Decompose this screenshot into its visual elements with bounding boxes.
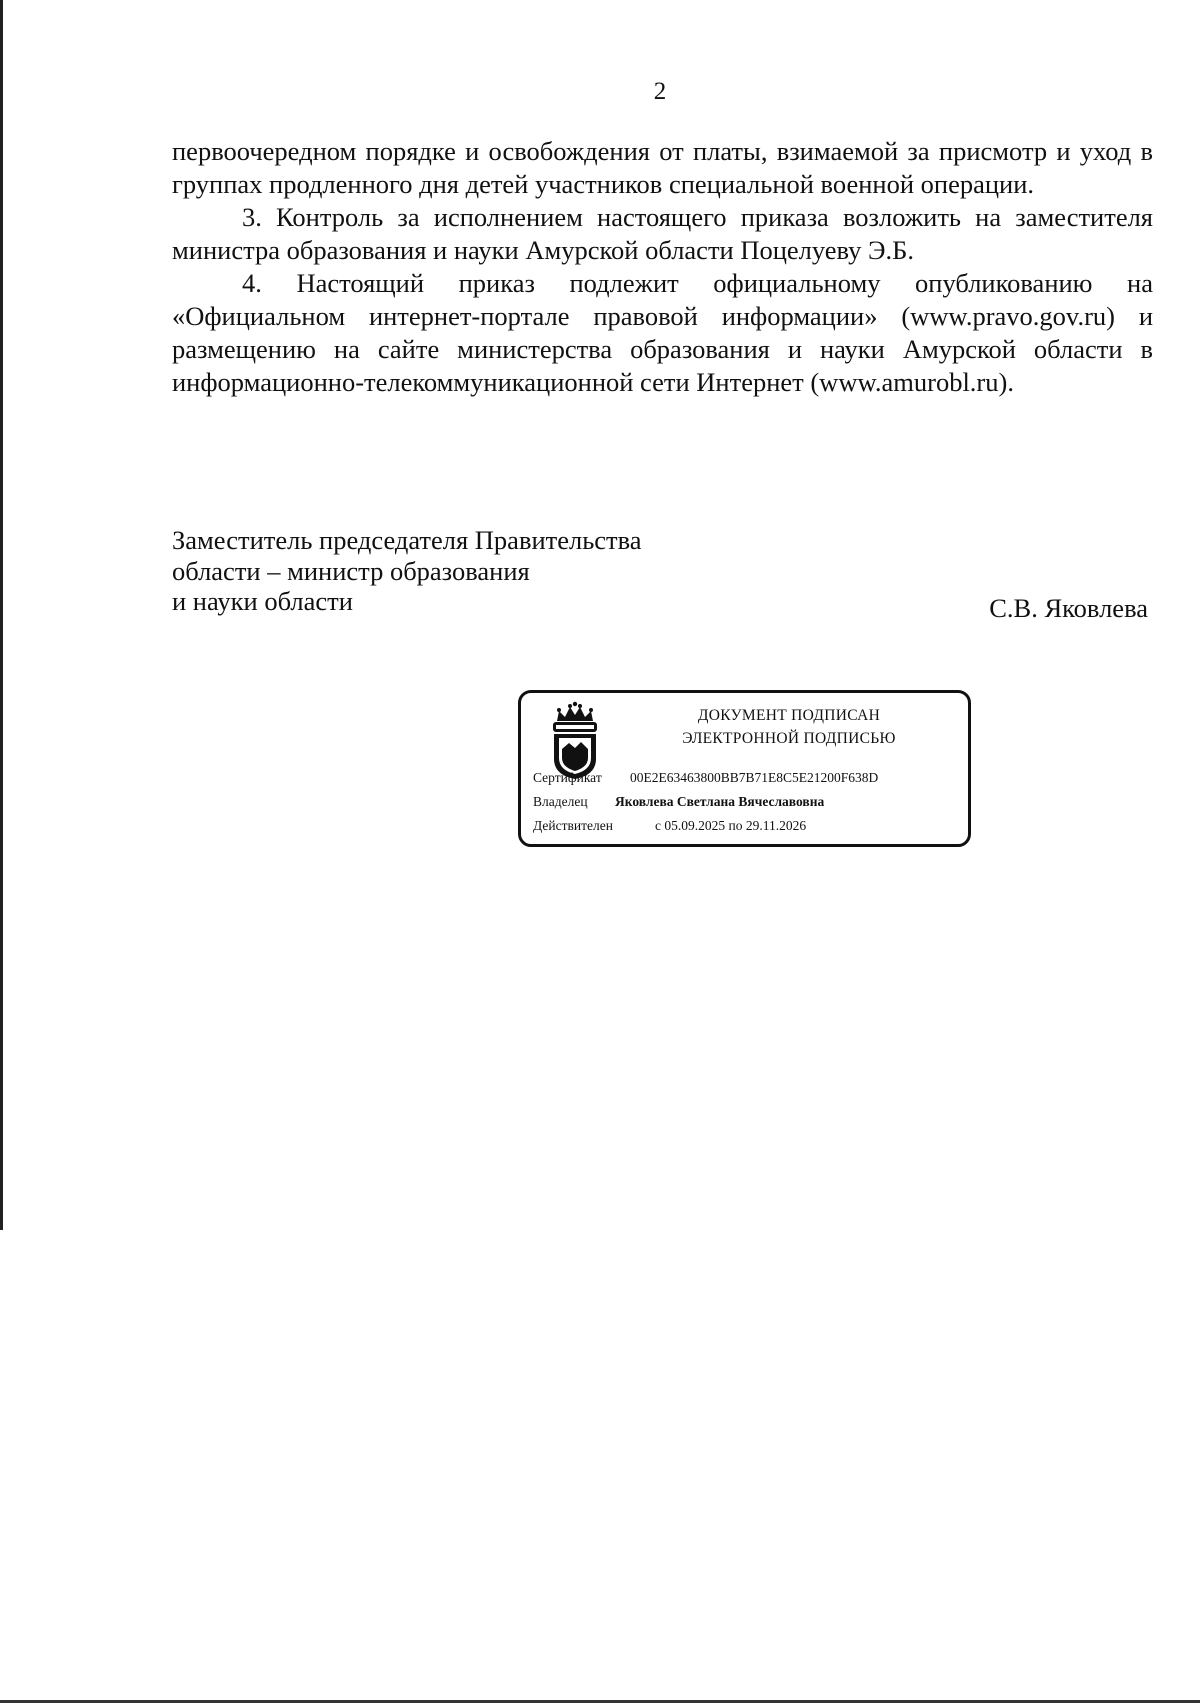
signatory-position <box>172 525 642 617</box>
signatory-name: С.В. Яковлева <box>989 593 1148 623</box>
certificate-value: 00E2E63463800BB7B71E8C5E21200F638D <box>630 770 879 785</box>
position-line: и науки области <box>172 586 353 616</box>
coat-of-arms-icon <box>549 701 601 781</box>
stamp-owner-row <box>533 794 825 810</box>
scan-bottom-edge <box>0 1700 1200 1703</box>
validity-label: Действителен <box>533 818 613 833</box>
stamp-certificate-row <box>533 770 879 786</box>
position-line: Заместитель председателя Правительства <box>172 525 642 555</box>
paragraph-3: 3. Контроль за исполнением настоящего приказа возложить на заместителя министра образования и науки Амурской области Поцелуеву Э.Б. <box>172 202 1153 265</box>
paragraph-4: 4. Настоящий приказ подлежит официальному опубликованию на «Официальном интернет-портале правовой информации» (www.pravo.gov.ru) и размещению на сайте министерства образования и науки Амурской области в информационно-телекоммуникационной сети Интернет (www.amurobl.ru). <box>172 268 1153 397</box>
paragraph-continuation: первоочередном порядке и освобождения от платы, взимаемой за присмотр и уход в группах продленного дня детей участников специальной военной операции. <box>172 136 1153 199</box>
electronic-signature-stamp <box>518 690 971 847</box>
stamp-title-line: ЭЛЕКТРОННОЙ ПОДПИСЬЮ <box>682 730 896 747</box>
validity-value: с 05.09.2025 по 29.11.2026 <box>655 818 807 833</box>
document-body <box>172 135 1153 399</box>
page-number: 2 <box>653 78 667 105</box>
stamp-title-line: ДОКУМЕНТ ПОДПИСАН <box>697 707 881 724</box>
scan-left-edge <box>0 0 3 1230</box>
owner-value: Яковлева Светлана Вячеславовна <box>615 794 825 809</box>
position-line: области – министр образования <box>172 555 530 586</box>
stamp-title <box>639 704 939 750</box>
owner-label: Владелец <box>533 794 588 809</box>
stamp-validity-row <box>533 818 807 834</box>
certificate-label: Сертификат <box>533 770 602 785</box>
